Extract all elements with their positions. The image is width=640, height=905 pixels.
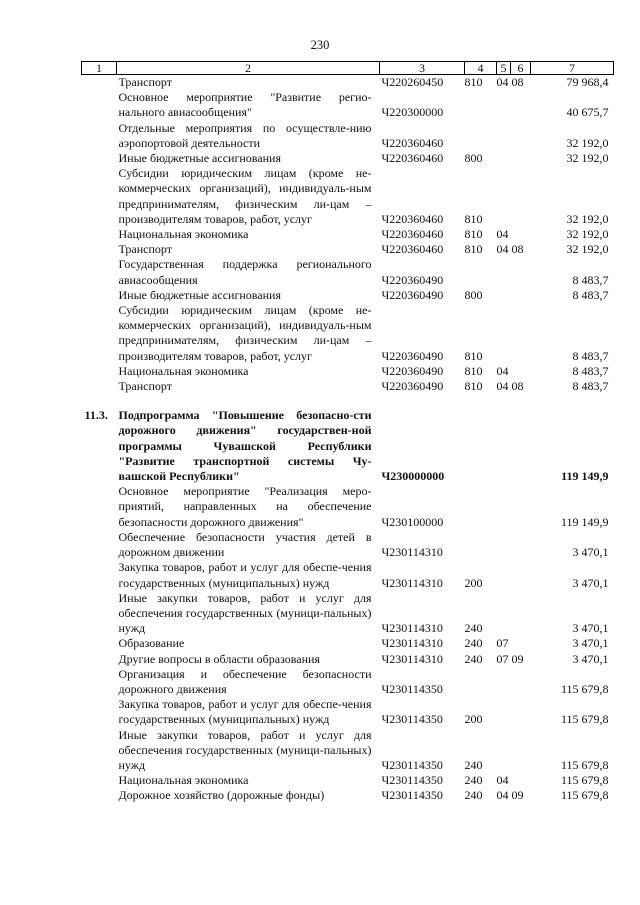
row-name: Дорожное хозяйство (дорожные фонды) <box>118 788 325 803</box>
row-amount: 32 192,0 <box>566 211 609 226</box>
row-code: Ч220360460 <box>381 211 444 226</box>
row-expense-type: 810 <box>464 242 483 257</box>
spacer-row <box>82 394 614 408</box>
column-header: 5 <box>497 62 511 75</box>
row-number: 11.3. <box>84 408 108 423</box>
row-section <box>497 303 531 364</box>
table-row <box>82 788 614 803</box>
row-expense-type <box>465 530 497 560</box>
row-amount: 79 968,4 <box>566 75 609 89</box>
row-expense-type: 200 <box>464 712 483 727</box>
row-number <box>82 560 117 590</box>
row-amount: 40 675,7 <box>566 105 609 120</box>
table-header-row <box>82 62 614 75</box>
row-code: Ч230000000 <box>381 469 445 484</box>
row-code: Ч230114350 <box>381 773 443 788</box>
row-number <box>82 151 117 166</box>
row-amount: 3 470,1 <box>572 636 609 651</box>
row-code: Ч230114350 <box>381 681 443 696</box>
row-name: Организация и обеспечение безопасности дорожного движения <box>118 666 372 696</box>
row-code: Ч230114310 <box>381 651 443 666</box>
table-row <box>82 166 614 227</box>
table-row <box>82 227 614 242</box>
row-number <box>82 257 117 287</box>
row-section <box>497 257 531 287</box>
row-number <box>82 90 117 120</box>
row-amount: 32 192,0 <box>566 242 609 257</box>
row-section <box>497 408 531 484</box>
row-section <box>497 560 531 590</box>
row-name: Отдельные мероприятия по осуществле-нию аэропортовой деятельности <box>118 120 372 150</box>
table-row <box>82 591 614 637</box>
row-name: Иные закупки товаров, работ и услуг для обеспечения государственных (муници-пальных) нужд <box>118 727 372 772</box>
row-name: Иные бюджетные ассигнования <box>118 151 281 166</box>
row-expense-type <box>465 667 497 697</box>
row-code: Ч220360490 <box>381 287 444 302</box>
row-name: Транспорт <box>118 75 172 89</box>
row-number <box>82 636 117 651</box>
row-number <box>82 697 117 727</box>
row-number <box>82 75 117 91</box>
row-section <box>497 90 531 120</box>
row-number <box>82 530 117 560</box>
row-expense-type: 240 <box>464 636 483 651</box>
table-row <box>82 697 614 727</box>
row-name: Закупка товаров, работ и услуг для обеспе-чения государственных (муниципальных) нужд <box>118 560 372 590</box>
row-amount: 3 470,1 <box>572 651 609 666</box>
row-code: Ч230114350 <box>381 788 443 803</box>
row-number <box>82 484 117 530</box>
spacer-cell <box>82 394 614 408</box>
row-name: Транспорт <box>118 379 172 394</box>
row-section: 04 09 <box>496 788 524 803</box>
row-name: Субсидии юридическим лицам (кроме не-коммерческих организаций), индивидуаль-ным предпринимателям, физическим ли-цам – производителям товаров, работ, услуг <box>118 303 372 363</box>
column-header: 7 <box>531 62 614 75</box>
column-header: 2 <box>117 62 380 75</box>
row-amount: 32 192,0 <box>566 227 609 242</box>
table-row <box>82 379 614 394</box>
row-amount: 8 483,7 <box>572 363 609 378</box>
row-number <box>82 379 117 394</box>
table-row <box>82 242 614 257</box>
row-expense-type <box>465 484 497 530</box>
row-code: Ч230100000 <box>381 514 444 529</box>
row-expense-type: 810 <box>464 75 483 89</box>
row-name: Другие вопросы в области образования <box>118 651 320 666</box>
row-name: Национальная экономика <box>118 363 249 378</box>
row-section <box>497 288 531 303</box>
row-number <box>82 667 117 697</box>
table-row <box>82 288 614 303</box>
row-amount: 115 679,8 <box>560 773 609 788</box>
row-code: Ч230114310 <box>381 636 443 651</box>
row-amount: 115 679,8 <box>560 712 609 727</box>
row-number <box>82 591 117 637</box>
row-number <box>82 773 117 788</box>
table-body <box>82 75 614 804</box>
row-section: 07 09 <box>496 651 524 666</box>
row-section <box>497 591 531 637</box>
row-section <box>497 728 531 774</box>
row-section: 04 08 <box>496 379 524 394</box>
row-expense-type: 240 <box>464 621 483 636</box>
row-section: 07 <box>496 636 509 651</box>
row-section <box>497 697 531 727</box>
row-code: Ч220300000 <box>381 105 444 120</box>
row-amount: 8 483,7 <box>572 272 609 287</box>
row-section: 04 <box>496 363 509 378</box>
column-header: 6 <box>511 62 531 75</box>
row-code: Ч220360460 <box>381 151 444 166</box>
row-section: 04 08 <box>496 242 524 257</box>
table-row <box>82 408 614 484</box>
table-row <box>82 121 614 151</box>
row-amount: 32 192,0 <box>566 151 609 166</box>
row-number <box>82 121 117 151</box>
table-row <box>82 364 614 379</box>
row-expense-type: 240 <box>464 773 483 788</box>
table-row <box>82 303 614 364</box>
row-amount: 8 483,7 <box>572 379 609 394</box>
row-expense-type <box>465 90 497 120</box>
row-section <box>497 530 531 560</box>
table-row <box>82 257 614 287</box>
table-row <box>82 636 614 651</box>
row-number <box>82 364 117 379</box>
row-code: Ч220360460 <box>381 135 444 150</box>
row-expense-type: 810 <box>464 379 483 394</box>
row-amount: 3 470,1 <box>572 575 609 590</box>
row-expense-type <box>465 257 497 287</box>
column-header: 4 <box>465 62 497 75</box>
row-name: Транспорт <box>118 242 172 257</box>
row-expense-type: 810 <box>464 348 483 363</box>
row-number <box>82 652 117 667</box>
row-amount: 115 679,8 <box>560 757 609 772</box>
row-amount: 32 192,0 <box>566 135 609 150</box>
row-expense-type: 810 <box>464 363 483 378</box>
row-number <box>82 242 117 257</box>
row-code: Ч230114310 <box>381 545 443 560</box>
row-section <box>497 121 531 151</box>
row-section <box>497 151 531 166</box>
row-expense-type: 810 <box>464 227 483 242</box>
row-amount: 119 149,9 <box>561 469 609 484</box>
row-code: Ч220360490 <box>381 348 444 363</box>
row-expense-type: 200 <box>464 575 483 590</box>
row-amount: 115 679,8 <box>560 788 609 803</box>
row-expense-type <box>465 121 497 151</box>
table-row <box>82 773 614 788</box>
table-row <box>82 90 614 120</box>
row-name: Подпрограмма "Повышение безопасно-сти дорожного движения" государствен-ной программы Чувашской Республики "Развитие транспортной системы Чу-вашской Республики" <box>118 408 372 484</box>
table-row <box>82 560 614 590</box>
row-number <box>82 728 117 774</box>
page-number: 230 <box>310 38 330 52</box>
row-section: 04 08 <box>496 75 524 89</box>
row-code: Ч230114310 <box>381 621 443 636</box>
row-number <box>82 288 117 303</box>
row-number <box>82 166 117 227</box>
row-code: Ч230114350 <box>381 712 443 727</box>
table-row <box>82 484 614 530</box>
row-expense-type <box>465 408 497 484</box>
table-row <box>82 667 614 697</box>
row-section <box>497 484 531 530</box>
table-row <box>82 75 614 91</box>
row-number <box>82 303 117 364</box>
row-name: Субсидии юридическим лицам (кроме не-коммерческих организаций), индивидуаль-ным предпринимателям, физическим ли-цам – производителям товаров, работ, услуг <box>118 166 372 226</box>
row-name: Национальная экономика <box>118 227 249 242</box>
row-code: Ч220360490 <box>381 272 444 287</box>
row-name: Иные бюджетные ассигнования <box>118 287 281 302</box>
table-row <box>82 530 614 560</box>
row-name: Закупка товаров, работ и услуг для обеспе-чения государственных (муниципальных) нужд <box>118 697 372 727</box>
row-section: 04 <box>496 773 509 788</box>
row-code: Ч220360460 <box>381 242 444 257</box>
row-amount: 8 483,7 <box>572 287 609 302</box>
table-row <box>82 151 614 166</box>
row-number <box>82 227 117 242</box>
row-code: Ч220260450 <box>381 75 444 89</box>
row-expense-type: 240 <box>464 757 483 772</box>
column-header: 1 <box>82 62 117 75</box>
row-expense-type: 800 <box>464 287 483 302</box>
table-row <box>82 728 614 774</box>
row-amount: 119 149,9 <box>560 514 609 529</box>
row-name: Образование <box>118 636 185 651</box>
row-name: Основное мероприятие "Развитие регио-нального авиасообщения" <box>118 90 372 120</box>
row-name: Государственная поддержка регионального авиасообщения <box>118 257 372 287</box>
table-row <box>82 652 614 667</box>
row-amount: 8 483,7 <box>572 348 609 363</box>
row-expense-type: 240 <box>464 651 483 666</box>
budget-table <box>81 61 614 804</box>
row-code: Ч220360490 <box>381 379 444 394</box>
row-expense-type: 810 <box>464 211 483 226</box>
row-section: 04 <box>496 227 509 242</box>
row-section <box>497 667 531 697</box>
row-number <box>82 788 117 803</box>
row-code: Ч220360490 <box>381 363 444 378</box>
row-expense-type: 800 <box>464 151 483 166</box>
row-amount: 3 470,1 <box>572 621 609 636</box>
row-amount: 115 679,8 <box>560 681 609 696</box>
row-expense-type: 240 <box>464 788 483 803</box>
row-code: Ч230114310 <box>381 575 443 590</box>
column-header: 3 <box>380 62 465 75</box>
row-name: Основное мероприятие "Реализация меро-приятий, направленных на обеспечение безопасности дорожного движения" <box>118 484 372 529</box>
row-code: Ч230114350 <box>381 757 443 772</box>
row-code: Ч220360460 <box>381 227 444 242</box>
row-section <box>497 166 531 227</box>
row-name: Обеспечение безопасности участия детей в дорожном движении <box>118 529 372 560</box>
row-name: Национальная экономика <box>118 773 249 788</box>
row-amount: 3 470,1 <box>572 545 609 560</box>
row-name: Иные закупки товаров, работ и услуг для обеспечения государственных (муници-пальных) нужд <box>118 590 372 636</box>
